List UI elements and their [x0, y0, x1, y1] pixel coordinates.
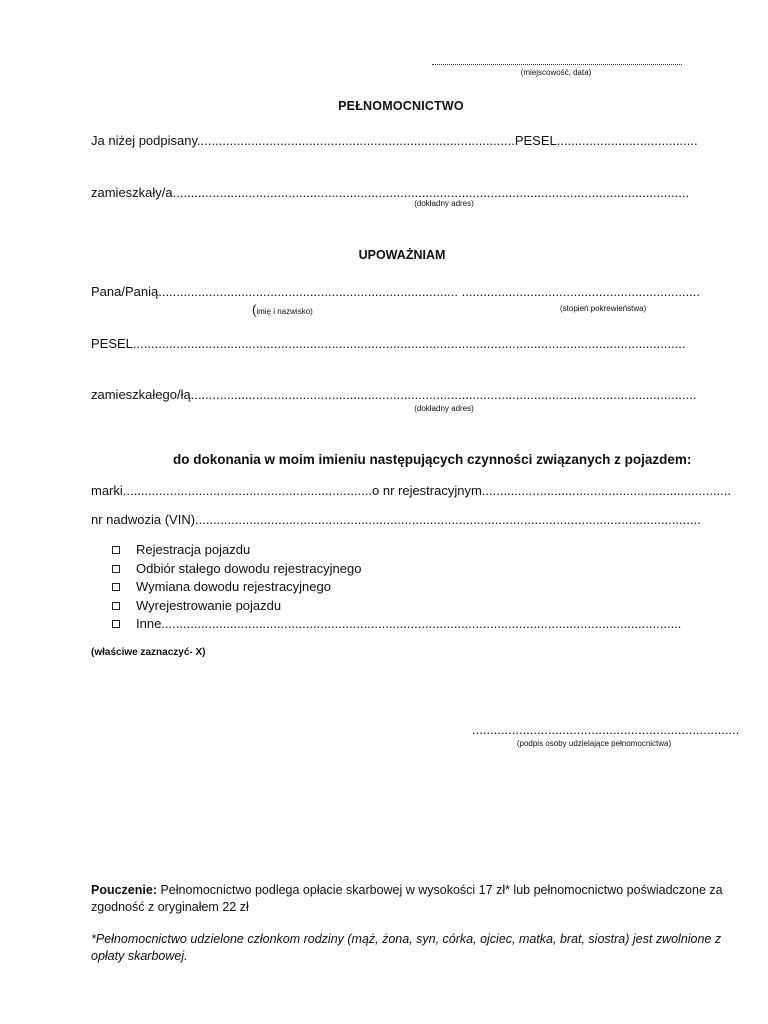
proxy-name-caption-text: imię i nazwisko) [256, 307, 313, 316]
place-date-field[interactable] [432, 58, 682, 65]
mark-instruction-note: (właściwe zaznaczyć- X) [91, 647, 206, 658]
signatory-address-field[interactable]: zamieszkały/a............................................................................................................................................... [91, 185, 690, 200]
option-label: Odbiór stałego dowodu rejestracyjnego [136, 560, 362, 576]
proxy-address-field[interactable]: zamieszkałego/łą............................................................................................................................................ [91, 387, 697, 402]
document-title: PEŁNOMOCNICTWO [338, 99, 464, 113]
vehicle-vin-field[interactable]: nr nadwozia (VIN)............................................................................................................................................ [91, 512, 701, 527]
fee-notice-text: Pełnomocnictwo podlega opłacie skarbowej w wysokości 17 zł* lub pełnomocnictwo poświadczone za zgodność z oryginałem 22 zł [91, 883, 723, 914]
proxy-name-caption [252, 302, 313, 317]
signature-field[interactable]: .......................................................................... [472, 722, 740, 737]
signatory-name-pesel-field[interactable]: Ja niżej podpisany........................................................................................PESEL....................................... [91, 133, 698, 148]
signatory-address-caption: (dokładny adres) [414, 199, 474, 208]
signature-caption: (podpis osoby udzielające pełnomocnictwa) [516, 739, 672, 748]
authorize-heading: UPOWAŻNIAM [358, 248, 446, 262]
proxy-pesel-field[interactable]: PESEL......................................................................................................................................................... [91, 336, 686, 351]
vehicle-make-registration-field[interactable]: marki.....................................................................o nr rejestracyjnym..................................................................... [91, 483, 732, 498]
checkbox-icon[interactable] [112, 583, 120, 591]
option-label: Rejestracja pojazdu [136, 542, 251, 557]
option-deregistration[interactable] [112, 597, 681, 616]
option-replace-document[interactable] [112, 578, 681, 597]
checkbox-icon[interactable] [112, 620, 120, 628]
option-label: Inne................................................................................................................................................ [136, 616, 682, 631]
option-registration[interactable] [112, 541, 681, 560]
option-collect-document[interactable] [112, 560, 681, 579]
checkbox-icon[interactable] [112, 602, 120, 610]
checkbox-icon[interactable] [112, 546, 120, 554]
proxy-relation-caption: (stopień pokrewieństwa) [560, 304, 647, 313]
checkbox-icon[interactable] [112, 565, 120, 573]
proxy-name-relation-field[interactable]: Pana/Panią................................................................................... .................................................................. [91, 284, 700, 299]
option-other[interactable] [112, 615, 681, 634]
family-exemption-note: *Pełnomocnictwo udzielone członkom rodziny (mąż, żona, syn, córka, ojciec, matka, brat, siostra) jest zwolnione z opłaty skarbowej. [91, 932, 722, 963]
fee-notice-label: Pouczenie: [91, 883, 157, 897]
action-options-list [112, 541, 681, 634]
actions-heading: do dokonania w moim imieniu następujących czynności związanych z pojazdem: [173, 452, 692, 467]
place-date-caption: (miejscowość, data) [520, 68, 592, 77]
proxy-address-caption: (dokładny adres) [414, 404, 474, 413]
proxy-name-caption-paren: ( [252, 302, 257, 317]
option-label: Wymiana dowodu rejestracyjnego [136, 579, 331, 594]
option-label: Wyrejestrowanie pojazdu [136, 597, 282, 613]
fee-notice [91, 882, 731, 916]
